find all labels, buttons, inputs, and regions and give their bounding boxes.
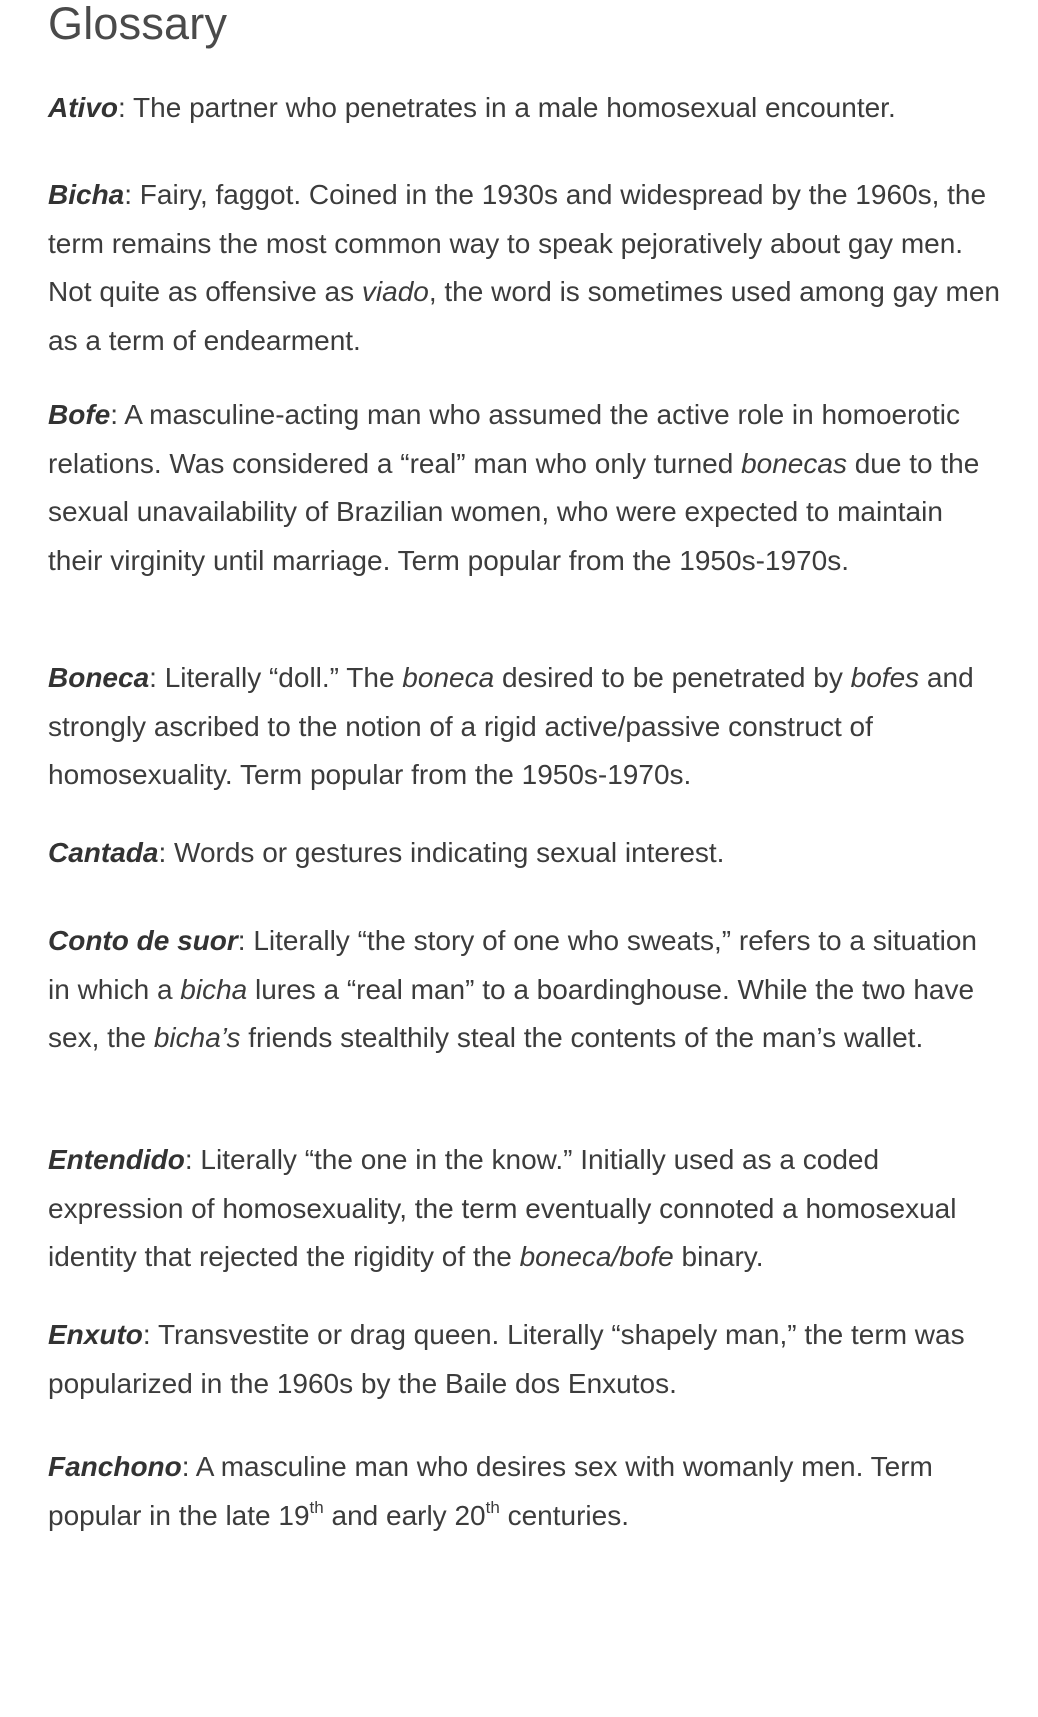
definition-text: : Transvestite or drag queen. Literally “shapely man,” the term was popularized in the 1960s by the Baile dos Enxutos.	[48, 1319, 965, 1399]
italic-term-reference: bofes	[850, 662, 920, 693]
definition-text: centuries.	[499, 1499, 629, 1531]
glossary-entry	[48, 391, 1003, 585]
italic-term-reference: bonecas	[741, 447, 847, 479]
glossary-term: Boneca	[48, 662, 150, 693]
glossary-term: Enxuto	[48, 1319, 143, 1350]
glossary-entry	[48, 84, 1003, 133]
glossary-term: Ativo	[48, 92, 118, 123]
superscript: th	[485, 1497, 500, 1517]
glossary-term: Conto de suor	[48, 925, 238, 956]
glossary-term: Entendido	[48, 1144, 185, 1175]
definition-text: lures a “real man” to a boardinghouse. While the two have sex, the	[48, 973, 975, 1053]
glossary-entry	[48, 171, 1003, 365]
glossary-entry	[48, 1136, 1003, 1282]
glossary-entry	[48, 917, 1003, 1063]
italic-term-reference: bicha’s	[153, 1022, 241, 1053]
definition-text: and strongly ascribed to the notion of a rigid active/passive construct of homosexuality. Term popular from the 1950s-1970s.	[48, 662, 974, 790]
definition-text: : A masculine-acting man who assumed the active role in homoerotic relations. Was considered a “real” man who only turned	[48, 399, 960, 479]
definition-text: binary.	[673, 1241, 764, 1272]
definition-text: due to the sexual unavailability of Brazilian women, who were expected to maintain their virginity until marriage. Term popular from the 1950s-1970s.	[48, 447, 980, 576]
definition-text: : Fairy, faggot. Coined in the 1930s and widespread by the 1960s, the term remains the most common way to speak pejoratively about gay men. Not quite as offensive as	[48, 179, 987, 307]
definition-text: desired to be penetrated by	[494, 662, 851, 693]
italic-term-reference: viado	[361, 276, 429, 307]
italic-term-reference: bicha	[180, 973, 248, 1005]
glossary-term: Cantada	[48, 837, 159, 868]
glossary-page	[48, 0, 1003, 1531]
definition-text: : Words or gestures indicating sexual interest.	[158, 837, 725, 868]
definition-text: : A masculine man who desires sex with womanly men. Term popular in the late 19	[48, 1451, 933, 1531]
definition-text: : Literally “the one in the know.” Initially used as a coded expression of homosexuality, the term eventually connoted a homosexual identity that rejected the rigidity of the	[48, 1144, 957, 1272]
definition-text: : Literally “the story of one who sweats,” refers to a situation in which a	[48, 925, 977, 1005]
italic-term-reference: boneca	[402, 662, 495, 693]
glossary-entry	[48, 654, 1003, 800]
glossary-term: Fanchono	[48, 1451, 182, 1482]
superscript: th	[309, 1497, 324, 1517]
glossary-entry	[48, 829, 1003, 878]
definition-text: , the word is sometimes used among gay men as a term of endearment.	[48, 276, 1000, 356]
definition-text: : The partner who penetrates in a male homosexual encounter.	[118, 92, 896, 123]
definition-text: friends stealthily steal the contents of the man’s wallet.	[240, 1022, 924, 1053]
italic-term-reference: boneca/bofe	[519, 1241, 674, 1272]
definition-text: and early 20	[323, 1499, 486, 1531]
glossary-term: Bofe	[48, 399, 111, 430]
glossary-entry	[48, 1443, 1003, 1540]
page-title: Glossary	[48, 0, 228, 49]
glossary-term: Bicha	[48, 179, 125, 210]
glossary-entry	[48, 1311, 1003, 1408]
definition-text: : Literally “doll.” The	[149, 662, 403, 693]
